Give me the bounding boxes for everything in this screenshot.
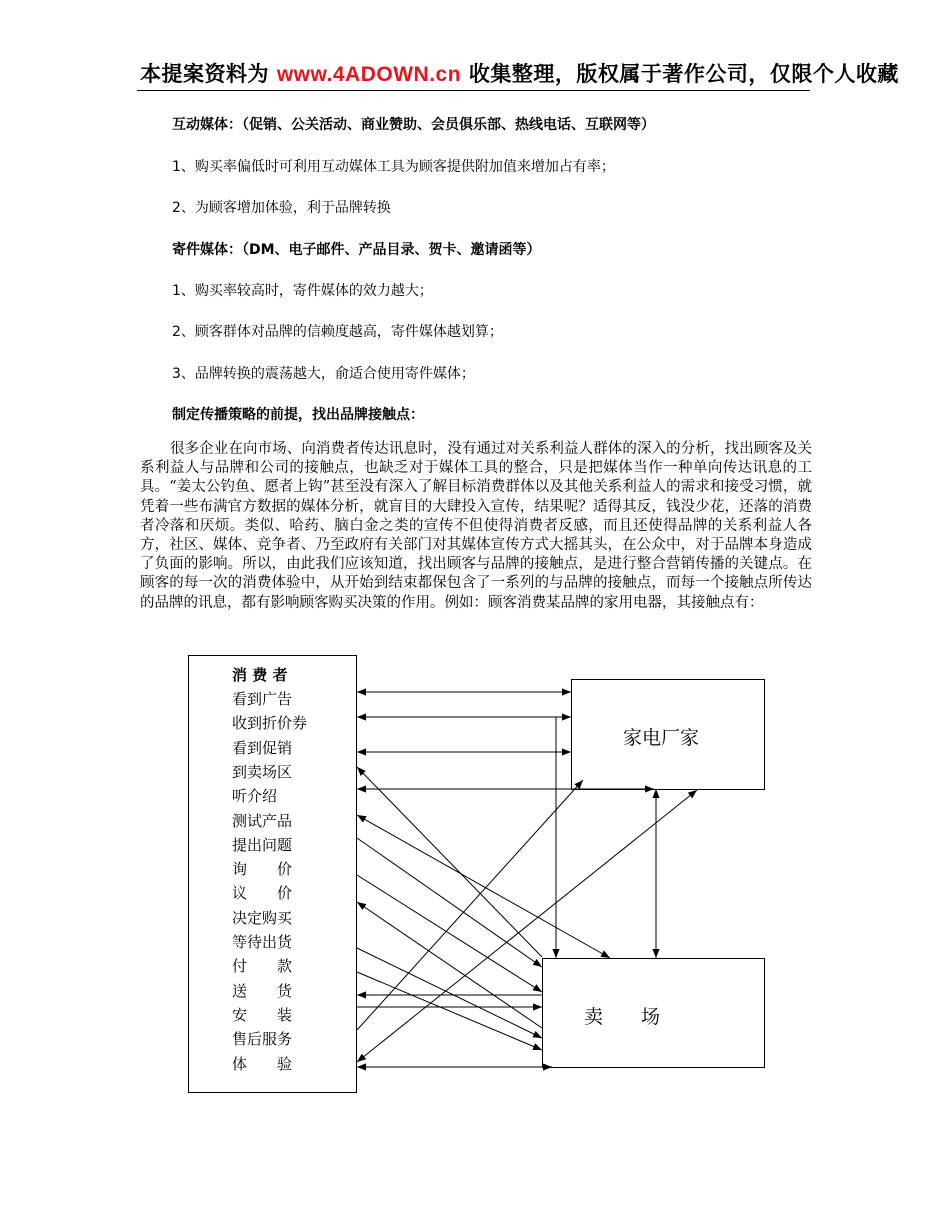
connector-arrow bbox=[357, 972, 542, 1050]
touchpoint-label: 安 装 bbox=[232, 1005, 293, 1024]
touchpoint-label: 收到折价券 bbox=[232, 714, 308, 733]
header-prefix: 本提案资料为 bbox=[140, 62, 277, 86]
header-suffix: 收集整理，版权属于著作公司，仅限个人收藏 bbox=[461, 62, 899, 86]
store-label: 卖 场 bbox=[584, 1006, 661, 1028]
list-item: 2、顾客群体对品牌的信赖度越高，寄件媒体越划算； bbox=[172, 324, 503, 340]
touchpoint-label: 看到广告 bbox=[232, 690, 293, 708]
header-url-link[interactable]: www.4ADOWN.cn bbox=[276, 63, 462, 86]
touchpoint-label: 询 价 bbox=[232, 860, 293, 879]
list-item: 2、为顾客增加体验，利于品牌转换 bbox=[172, 200, 391, 216]
touchpoint-label: 售后服务 bbox=[232, 1030, 293, 1049]
connector-arrow bbox=[357, 767, 542, 957]
touchpoint-label: 看到促销 bbox=[232, 738, 293, 757]
heading-touchpoints: 制定传播策略的前提，找出品牌接触点： bbox=[172, 407, 424, 423]
touchpoint-label: 决定购买 bbox=[232, 908, 293, 927]
list-item: 1、购买率较高时，寄件媒体的效力越大； bbox=[172, 283, 433, 299]
connector-arrow bbox=[357, 948, 542, 1038]
connector-arrow bbox=[357, 902, 542, 1028]
consumer-title: 消 费 者 bbox=[232, 666, 288, 684]
connector-arrow bbox=[357, 875, 542, 992]
body-paragraph: 很多企业在向市场、向消费者传达讯息时，没有通过对关系利益人群体的深入的分析，找出顾客及关系利益人与品牌和公司的接触点，也缺乏对于媒体工具的整合，只是把媒体当作一种单向传达讯息的工具。“姜太公钓鱼、愿者上钩”甚至没有深入了解目标消费群体以及其他关系利益人的需求和接受习惯，就凭着一些布满官方数据的媒体分析，就盲目的大肆投入宣传，结果呢？适得其反，钱没少花，还落的消费者冷落和厌烦。类似、哈药、脑白金之类的宣传不但使得消费者反感，而且还使得品牌的关系利益人各方，社区、媒体、竞争者、乃至政府有关部门对其媒体宣传方式大摇其头，在公众中，对于品牌本身造成了负面的影响。所以，由此我们应该知道，找出顾客与品牌的接触点，是进行整合营销传播的关键点。在顾客的每一次的消费体验中，从开始到结束都保包含了一系列的与品牌的接触点，而每一个接触点所传达的品牌的讯息，都有影响顾客购买决策的作用。例如：顾客消费某品牌的家用电器，其接触点有： bbox=[140, 441, 812, 611]
touchpoint-label: 听介绍 bbox=[232, 787, 278, 806]
heading-interactive-media: 互动媒体：（促销、公关活动、商业赞助、会员俱乐部、热线电话、互联网等） bbox=[172, 117, 655, 133]
connector-arrow bbox=[357, 838, 542, 967]
touchpoint-label: 测试产品 bbox=[232, 811, 293, 830]
touchpoint-label: 付 款 bbox=[232, 957, 293, 976]
touchpoint-label: 等待出货 bbox=[232, 933, 293, 951]
touchpoint-label: 提出问题 bbox=[232, 835, 293, 854]
touchpoint-label: 到卖场区 bbox=[232, 762, 293, 781]
touchpoint-label: 议 价 bbox=[232, 884, 293, 903]
heading-mail-media: 寄件媒体：（DM、电子邮件、产品目录、贺卡、邀请函等） bbox=[172, 242, 541, 258]
manufacturer-label: 家电厂家 bbox=[623, 727, 700, 749]
touchpoint-label: 体 验 bbox=[232, 1054, 293, 1073]
list-item: 1、购买率偏低时可利用互动媒体工具为顾客提供附加值来增加占有率； bbox=[172, 159, 615, 175]
list-item: 3、品牌转换的震荡越大，俞适合使用寄件媒体； bbox=[172, 366, 475, 382]
connector-arrow bbox=[357, 815, 610, 958]
touchpoint-label: 送 货 bbox=[232, 981, 293, 1000]
connector-arrow bbox=[357, 780, 583, 1030]
